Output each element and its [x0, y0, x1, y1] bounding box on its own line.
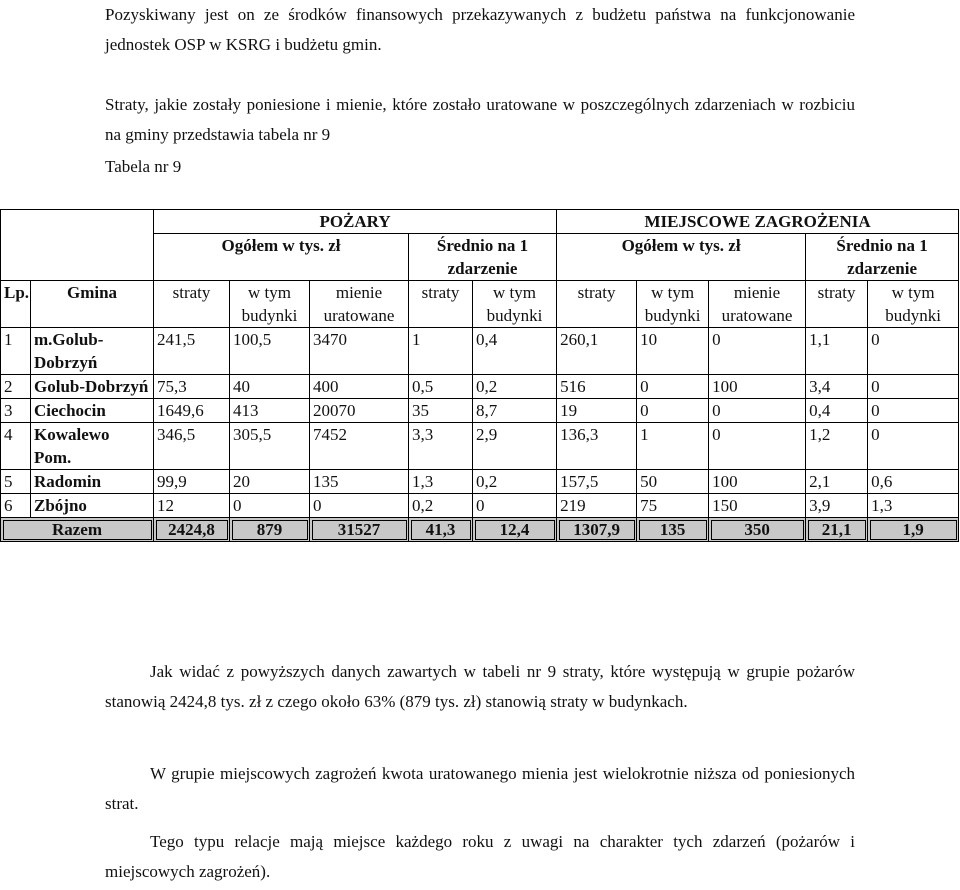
row-lp: 3 [1, 399, 31, 423]
row-gmina: Kowalewo Pom. [31, 423, 154, 470]
row-value: 0 [868, 423, 959, 470]
row-value: 75,3 [154, 375, 230, 399]
total-cell: 12,4 [473, 518, 557, 542]
row-value: 400 [310, 375, 409, 399]
row-value: 35 [409, 399, 473, 423]
header-fires-avg: Średnio na 1 zdarzenie [409, 234, 557, 281]
row-value: 8,7 [473, 399, 557, 423]
row-value: 3,9 [806, 494, 868, 518]
total-cell: 21,1 [806, 518, 868, 542]
row-lp: 2 [1, 375, 31, 399]
row-value: 0 [473, 494, 557, 518]
header-fires-mienie: mienie uratowane [310, 281, 409, 328]
row-value: 100 [709, 375, 806, 399]
row-value: 0 [637, 399, 709, 423]
row-value: 157,5 [557, 470, 637, 494]
row-value: 0 [637, 375, 709, 399]
row-value: 0 [868, 328, 959, 375]
header-local-mienie: mienie uratowane [709, 281, 806, 328]
header-fires: POŻARY [154, 210, 557, 234]
row-value: 12 [154, 494, 230, 518]
losses-table [0, 209, 959, 542]
row-gmina: Zbójno [31, 494, 154, 518]
row-value: 20 [230, 470, 310, 494]
row-value: 260,1 [557, 328, 637, 375]
row-value: 7452 [310, 423, 409, 470]
row-value: 3,3 [409, 423, 473, 470]
row-value: 0 [709, 328, 806, 375]
losses-table-wrapper [0, 209, 960, 542]
total-cell: 41,3 [409, 518, 473, 542]
row-lp: 4 [1, 423, 31, 470]
row-value: 2,9 [473, 423, 557, 470]
header-fires-avg-budynki: w tym budynki [473, 281, 557, 328]
intro-paragraph-2: Straty, jakie zostały poniesione i mienie, które zostało uratowane w poszczególnych zdarzeniach w rozbiciu na gminy przedstawia tabela nr 9 [105, 95, 855, 144]
total-cell: 1,9 [868, 518, 959, 542]
header-row-columns [1, 281, 959, 328]
row-value: 3470 [310, 328, 409, 375]
row-value: 0 [868, 399, 959, 423]
header-local-budynki: w tym budynki [637, 281, 709, 328]
row-value: 1 [637, 423, 709, 470]
row-lp: 5 [1, 470, 31, 494]
row-value: 0,6 [868, 470, 959, 494]
row-value: 0 [230, 494, 310, 518]
row-value: 219 [557, 494, 637, 518]
header-fires-budynki: w tym budynki [230, 281, 310, 328]
outro-paragraph-3: Tego typu relacje mają miejsce każdego roku z uwagi na charakter tych zdarzeń (pożarów i miejscowych zagrożeń). [105, 832, 855, 881]
row-lp: 1 [1, 328, 31, 375]
header-gmina: Gmina [31, 281, 154, 328]
total-cell: 350 [709, 518, 806, 542]
row-value: 1649,6 [154, 399, 230, 423]
row-value: 1,2 [806, 423, 868, 470]
row-value: 1,3 [409, 470, 473, 494]
total-cell: 879 [230, 518, 310, 542]
row-value: 346,5 [154, 423, 230, 470]
row-value: 20070 [310, 399, 409, 423]
row-gmina: Radomin [31, 470, 154, 494]
table-caption: Tabela nr 9 [105, 157, 182, 176]
row-value: 0 [310, 494, 409, 518]
row-value: 99,9 [154, 470, 230, 494]
total-cell: 31527 [310, 518, 409, 542]
row-value: 0,2 [473, 470, 557, 494]
row-value: 0,5 [409, 375, 473, 399]
row-gmina: Golub-Dobrzyń [31, 375, 154, 399]
table-row [1, 399, 959, 423]
table-row [1, 375, 959, 399]
total-label: Razem [1, 518, 154, 542]
row-value: 136,3 [557, 423, 637, 470]
row-value: 1,3 [868, 494, 959, 518]
row-value: 50 [637, 470, 709, 494]
row-gmina: Ciechocin [31, 399, 154, 423]
row-value: 516 [557, 375, 637, 399]
row-value: 0 [868, 375, 959, 399]
row-value: 75 [637, 494, 709, 518]
total-cell: 135 [637, 518, 709, 542]
intro-paragraph-1: Pozyskiwany jest on ze środków finansowych przekazywanych z budżetu państwa na funkcjonowanie jednostek OSP w KSRG i budżetu gmin. [105, 5, 855, 54]
row-value: 1 [409, 328, 473, 375]
header-local-total: Ogółem w tys. zł [557, 234, 806, 281]
table-row [1, 423, 959, 470]
row-value: 40 [230, 375, 310, 399]
table-row-total [1, 518, 959, 542]
row-value: 3,4 [806, 375, 868, 399]
outro-paragraph-1: Jak widać z powyższych danych zawartych w tabeli nr 9 straty, które występują w grupie pożarów stanowią 2424,8 tys. zł z czego około 63% (879 tys. zł) stanowią straty w budynkach. [105, 662, 855, 711]
table-row [1, 328, 959, 375]
row-value: 100 [709, 470, 806, 494]
header-local-avg-budynki: w tym budynki [868, 281, 959, 328]
total-cell: 2424,8 [154, 518, 230, 542]
row-value: 150 [709, 494, 806, 518]
row-value: 135 [310, 470, 409, 494]
row-value: 305,5 [230, 423, 310, 470]
header-local-avg-straty: straty [806, 281, 868, 328]
row-value: 0 [709, 399, 806, 423]
table-body [1, 328, 959, 518]
row-value: 0,2 [473, 375, 557, 399]
row-value: 0,4 [473, 328, 557, 375]
row-value: 0 [709, 423, 806, 470]
header-row-subgroups [1, 234, 959, 281]
row-value: 19 [557, 399, 637, 423]
header-local-threats: MIEJSCOWE ZAGROŻENIA [557, 210, 959, 234]
row-lp: 6 [1, 494, 31, 518]
header-local-avg: Średnio na 1 zdarzenie [806, 234, 959, 281]
table-row [1, 470, 959, 494]
row-value: 0,2 [409, 494, 473, 518]
header-fires-straty: straty [154, 281, 230, 328]
header-local-straty: straty [557, 281, 637, 328]
row-value: 100,5 [230, 328, 310, 375]
header-fires-avg-straty: straty [409, 281, 473, 328]
row-value: 2,1 [806, 470, 868, 494]
table-row [1, 494, 959, 518]
total-cell: 1307,9 [557, 518, 637, 542]
header-fires-total: Ogółem w tys. zł [154, 234, 409, 281]
row-value: 413 [230, 399, 310, 423]
row-value: 10 [637, 328, 709, 375]
row-value: 241,5 [154, 328, 230, 375]
row-value: 0,4 [806, 399, 868, 423]
outro-paragraph-2: W grupie miejscowych zagrożeń kwota uratowanego mienia jest wielokrotnie niższa od poniesionych strat. [105, 764, 855, 813]
row-value: 1,1 [806, 328, 868, 375]
row-gmina: m.Golub-Dobrzyń [31, 328, 154, 375]
header-row-groups [1, 210, 959, 234]
header-lp: Lp. [1, 281, 31, 328]
